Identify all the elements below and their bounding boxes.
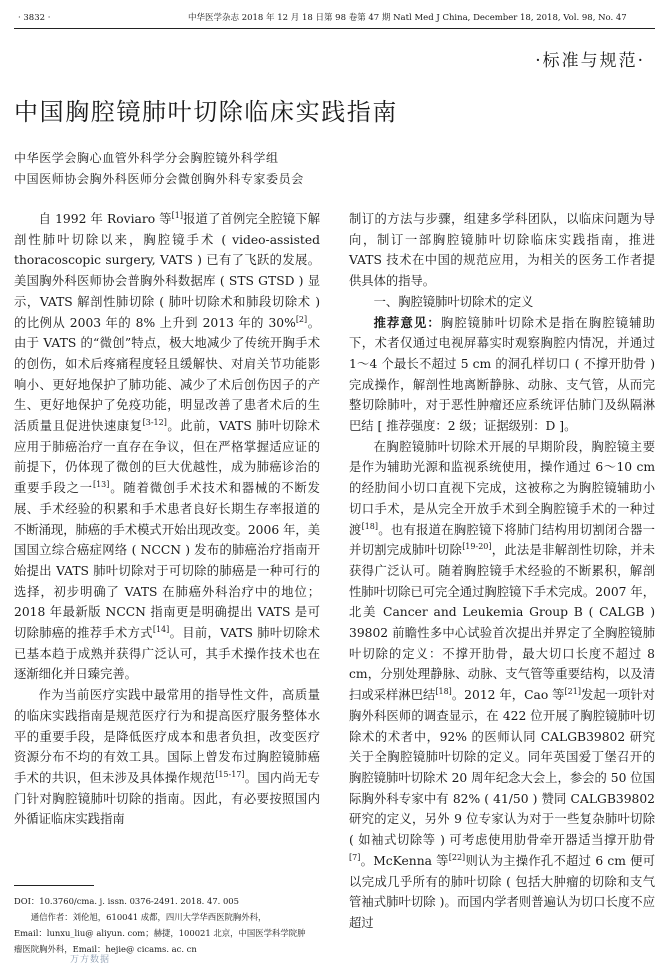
left-column	[14, 209, 320, 830]
footnote-rule	[14, 885, 94, 886]
citation: [7]	[349, 852, 361, 862]
right-column	[349, 209, 655, 934]
citation: [13]	[92, 480, 110, 490]
citation: [15-17]	[215, 769, 245, 779]
paragraph-recommendation: 推荐意见：胸腔镜肺叶切除术是指在胸腔镜辅助下，术者仅通过电视屏幕实时观察胸腔内情况，并通过 1～4 个最长不超过 5 cm 的洞孔样切口 ( 不撑开肋骨 ) 完成操作，解剖性地离断静脉、动脉、支气管，从而完整切除肺叶，对于恶性肿瘤还应系统评估肺门及纵隔淋巴结 [ 推荐强度：2 级；证据级别：D ]。	[349, 314, 655, 434]
citation: [19-20]	[462, 542, 492, 552]
citation: [18]	[435, 687, 452, 697]
journal-running-header: 中华医学杂志 2018 年 12 月 18 日第 98 卷第 47 期 Natl Med J China, December 18, 2018, Vol. 98, No. 47	[188, 13, 627, 23]
recommendation-label: 推荐意见：	[373, 314, 441, 330]
paragraph-guideline-rationale: 作为当前医疗实践中最常用的指导性文件，高质量的临床实践指南是规范医疗行为和提高医疗服务整体水平的重要手段，是降低医疗成本和患者负担，改变医疗资源分布不均的有效工具。国际上曾发布过胸腔镜肺癌手术的共识，但未涉及具体操作规范[15-17]。国内尚无专门针对胸腔镜肺叶切除的指南。因此，有必要按照国内外循证临床实践指南	[14, 688, 320, 827]
page-number: · 3832 ·	[18, 13, 51, 23]
watermark: 万方数据	[70, 955, 111, 965]
paragraph-continuation: 制订的方法与步骤，组建多学科团队，以临床问题为导向，制订一部胸腔镜肺叶切除临床实践指南，推进 VATS 技术在中国的规范应用，为相关的医务工作者提供具体的指导。	[349, 212, 655, 289]
citation: [1]	[171, 210, 184, 220]
author-group-1: 中华医学会胸心血管外科学分会胸腔镜外科学组	[14, 151, 279, 165]
doi: DOI：10.3760/cma. j. issn. 0376-2491. 2018. 47. 005	[14, 896, 239, 906]
correspondence-line: 瘤医院胸外科，Email：hejie@ cicams. ac. cn	[14, 944, 197, 954]
paragraph-intro: 自 1992 年 Roviaro 等[1]报道了首例完全腔镜下解剖性肺叶切除以来，胸腔镜手术 ( video-assisted thoracoscopic surgery, VATS ) 已有了飞跃的发展。美国胸外科医师协会普胸外科数据库 ( STS GTSD ) 显示，VATS 解剖性肺切除 ( 肺叶切除术和肺段切除术 ) 的比例从 2003 年的 8% 上升到 2013 年的 30%[2]。由于 VATS 的“微创”特点，极大地减少了传统开胸手术的创伤，如术后疼痛程度轻且缓解快、对肩关节功能影响小、更好地保护了肺功能、减少了术后创伤因子的产生、更好地保护了免疫功能，明显改善了患者术后的生活质量且促进快速康复[3-12]。此前，VATS 肺叶切除术应用于肺癌治疗一直存在争议，但在严格掌握适应证的前提下，仍体现了微创的巨大优越性，成为肺癌诊治的重要手段之一[13]。随着微创手术技术和器械的不断发展、手术经验的积累和手术患者良好长期生存率报道的不断涌现，肺癌的手术模式开始出现改变。2006 年，美国国立综合癌症网络 ( NCCN ) 发布的肺癌治疗指南开始提出 VATS 肺叶切除对于可切除的肺癌是一种可行的选择，初步明确了 VATS 在肺癌外科治疗中的地位；2018 年最新版 NCCN 指南更是明确提出 VATS 是可切除肺癌的推荐手术方式[14]。目前，VATS 肺叶切除术已基本趋于成熟并获得广泛认可，其手术操作技术也在逐渐细化并日臻完善。	[14, 210, 320, 682]
section-tag: ·标准与规范·	[535, 51, 645, 71]
citation: [18]	[361, 521, 379, 531]
correspondence-line: 通信作者：刘伦旭，610041 成都，四川大学华西医院胸外科，	[30, 912, 267, 922]
citation: [22]	[448, 852, 466, 862]
author-group-2: 中国医师协会胸外科医师分会微创胸外科专家委员会	[14, 172, 304, 186]
header-rule	[14, 28, 655, 29]
footnote	[14, 893, 320, 957]
article-title: 中国胸腔镜肺叶切除临床实践指南	[14, 98, 398, 126]
paragraph-definition-history: 在胸腔镜肺叶切除术开展的早期阶段，胸腔镜主要是作为辅助光源和监视系统使用，操作通过 6～10 cm 的经肋间小切口直视下完成，这被称之为胸腔镜辅助小切口手术，是从完全开放手术到全胸腔镜手术的一种过渡[18]。也有报道在胸腔镜下将肺门结构用切割闭合器一并切割完成肺叶切除[19-20]，此法是非解剖性切除，并未获得广泛认可。随着胸腔镜手术经验的不断累积，解剖性肺叶切除已可完全通过胸腔镜下手术完成。2007 年，北美 Cancer and Leukemia Group B ( CALGB ) 39802 前瞻性多中心试验首次提出并界定了全胸腔镜肺叶切除的定义：不撑开肋骨，最大切口长度不超过 8 cm，分别处理静脉、动脉、支气管等重要结构，以及清扫或采样淋巴结[18]。2012 年，Cao 等[21]发起一项针对胸外科医师的调查显示，在 422 位开展了胸腔镜肺叶切除术的术者中，92% 的医师认同 CALGB39802 研究关于全胸腔镜肺叶切除的定义。同年英国爱丁堡召开的胸腔镜肺叶切除术 20 周年纪念大会上，参会的 50 位国际胸外科专家中有 82% ( 41/50 ) 赞同 CALGB39802 研究的定义，另外 9 位专家认为对于一些复杂肺叶切除 ( 如袖式切除等 ) 可考虑使用肋骨牵开器适当撑开肋骨[7]。McKenna 等[22]则认为主操作孔不超过 6 cm 便可以完成几乎所有的肺叶切除 ( 包括大肿瘤的切除和支气管袖式肺叶切除 )。而国内学者则普遍认为切口长度不应超过	[349, 439, 655, 930]
section-heading: 一、胸腔镜肺叶切除术的定义	[373, 294, 534, 309]
correspondence-line: Email：lunxu_liu@ aliyun. com；赫捷，100021 北京，中国医学科学院肿	[14, 928, 306, 938]
citation: [3-12]	[142, 417, 167, 427]
citation: [2]	[295, 314, 308, 324]
citation: [14]	[152, 624, 170, 634]
citation: [21]	[564, 687, 581, 697]
